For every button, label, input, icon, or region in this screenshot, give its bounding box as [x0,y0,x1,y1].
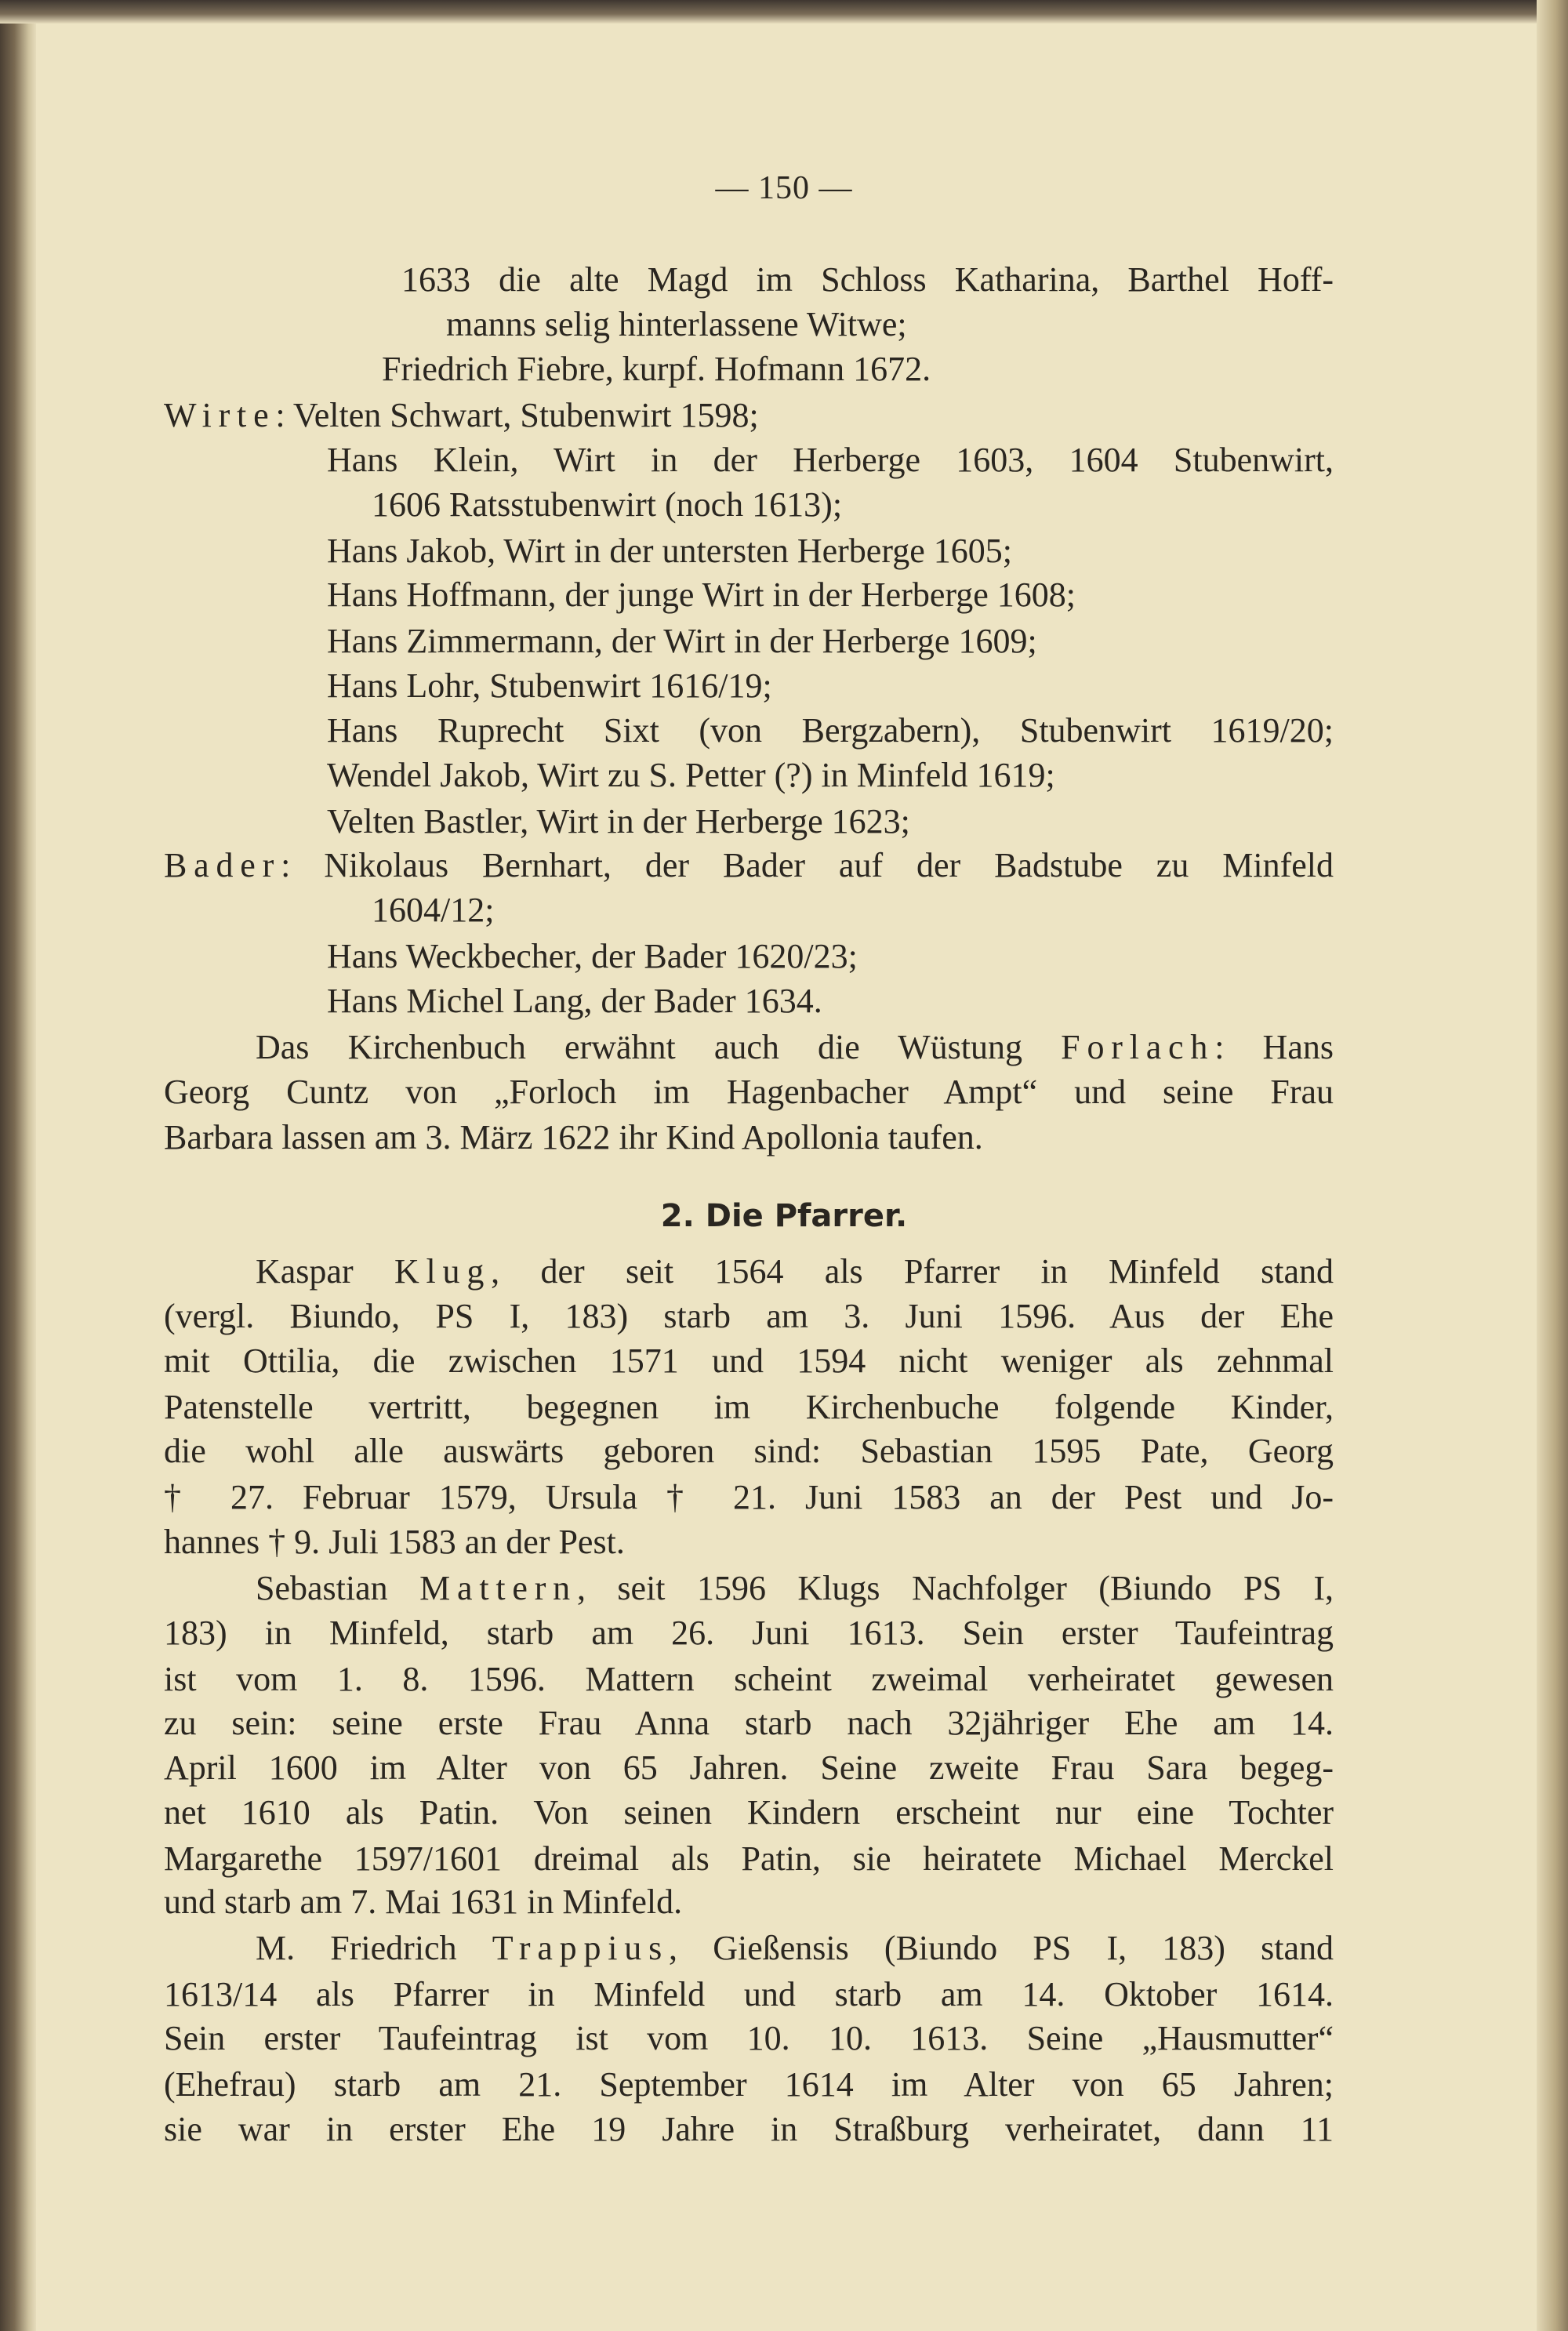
text-segment: Hans Zimmermann, der Wirt in der Herberge 1609; [327,622,1037,660]
text-segment: Georg Cuntz von „Forloch im Hagenbacher Ampt“ und seine Frau [164,1073,1334,1111]
text-segment: (vergl. Biundo, PS I, 183) starb am 3. Juni 1596. Aus der Ehe [164,1297,1334,1335]
text-segment: mit Ottilia, die zwischen 1571 und 1594 nicht weniger als zehnmal [164,1342,1334,1380]
text-line [256,1566,1334,1610]
text-segment: Hans Weckbecher, der Bader 1620/23; [327,937,858,975]
text-segment: 1604/12; [372,891,495,929]
text-line [256,1926,1334,1970]
text-segment: Margarethe 1597/1601 dreimal als Patin, sie heiratete Michael Merckel [164,1839,1334,1878]
text-line [164,1520,625,1564]
text-line [164,1879,682,1924]
text-segment: Sebastian [256,1569,420,1607]
text-segment: † 27. Februar 1579, Ursula † 21. Juni 1583 an der Pest und Jo- [164,1478,1334,1516]
text-line [164,1610,1334,1655]
text-line [164,2062,1334,2107]
text-segment: , der seit 1564 als Pfarrer in Minfeld stand [491,1252,1334,1291]
text-segment: Das Kirchenbuch erwähnt auch die Wüstung [256,1028,1062,1066]
page-right-edge [1537,0,1568,2331]
section-heading: 2. Die Pfarrer. [660,1198,908,1234]
text-line [164,1385,1334,1429]
text-segment: : Hans [1214,1028,1334,1066]
text-segment: M. Friedrich [256,1929,492,1967]
text-line [327,528,1012,573]
spaced-name: Trappius [492,1929,670,1967]
book-binding [0,0,36,2331]
text-segment: 1633 die alte Magd im Schloss Katharina, Barthel Hoff- [401,260,1334,299]
text-line [164,1069,1334,1114]
spaced-name: Bader [164,846,281,884]
text-line [164,1115,983,1160]
text-segment: (Ehefrau) starb am 21. September 1614 im Alter von 65 Jahren; [164,2065,1334,2104]
text-segment: , seit 1596 Klugs Nachfolger (Biundo PS I, [576,1569,1334,1607]
text-segment: sie war in erster Ehe 19 Jahre in Straßburg verheiratet, dann 11 [164,2110,1334,2148]
text-line [327,979,822,1023]
text-line [164,1972,1334,2017]
text-line [164,1338,1334,1383]
text-line [164,1294,1334,1338]
text-line [372,482,842,527]
text-segment: 1613/14 als Pfarrer in Minfeld und starb am 14. Oktober 1614. [164,1975,1334,2013]
text-segment: Barbara lassen am 3. März 1622 ihr Kind Apollonia taufen. [164,1118,983,1156]
text-line [327,799,910,844]
text-line [372,888,494,932]
text-line [164,1790,1334,1835]
text-segment: zu sein: seine erste Frau Anna starb nach 32jähriger Ehe am 14. [164,1704,1334,1742]
text-segment: Hans Lohr, Stubenwirt 1616/19; [327,666,772,705]
text-segment: , Gießensis (Biundo PS I, 183) stand [669,1929,1334,1967]
text-segment: Kaspar [256,1252,394,1291]
text-line [164,1836,1334,1881]
spaced-name: Klug [394,1252,492,1291]
text-segment: net 1610 als Patin. Von seinen Kindern erscheint nur eine Tochter [164,1793,1334,1832]
text-segment: 183) in Minfeld, starb am 26. Juni 1613. Sein erster Taufeintrag [164,1614,1334,1652]
text-segment: Hans Jakob, Wirt in der untersten Herberge 1605; [327,532,1012,570]
text-segment: Wendel Jakob, Wirt zu S. Petter (?) in Minfeld 1619; [327,756,1055,794]
text-line [327,572,1076,617]
text-segment: Hans Hoffmann, der junge Wirt in der Herberge 1608; [327,575,1076,614]
text-line [327,934,858,979]
text-segment: und starb am 7. Mai 1631 in Minfeld. [164,1883,683,1921]
text-line [327,438,1334,482]
text-line [164,393,759,438]
text-line [327,753,1055,797]
text-segment: Velten Bastler, Wirt in der Herberge 1623; [327,802,910,841]
text-line [164,1657,1334,1701]
page-top-edge [0,0,1568,24]
text-segment: Friedrich Fiebre, kurpf. Hofmann 1672. [382,350,931,388]
text-segment: : Velten Schwart, Stubenwirt 1598; [275,396,759,434]
text-line [256,1025,1334,1069]
text-segment: ist vom 1. 8. 1596. Mattern scheint zweimal verheiratet gewesen [164,1660,1334,1698]
text-line [164,1745,1334,1790]
text-line [164,1475,1334,1520]
text-line [256,1249,1334,1294]
text-segment: die wohl alle auswärts geboren sind: Sebastian 1595 Pate, Georg [164,1432,1334,1470]
text-line [164,843,1334,888]
text-segment: April 1600 im Alter von 65 Jahren. Seine zweite Frau Sara begeg- [164,1748,1334,1787]
text-segment: : Nikolaus Bernhart, der Bader auf der Badstube zu Minfeld [281,846,1334,884]
text-segment: 1606 Ratsstubenwirt (noch 1613); [372,485,843,524]
text-segment: manns selig hinterlassene Witwe; [446,305,907,343]
text-line [327,663,772,708]
page-number: — 150 — [715,170,853,206]
text-segment: Patenstelle vertritt, begegnen im Kirchenbuche folgende Kinder, [164,1388,1334,1426]
text-line [164,1701,1334,1745]
text-line [164,1429,1334,1473]
text-line [401,257,1334,302]
text-line [382,347,931,391]
text-segment: Hans Ruprecht Sixt (von Bergzabern), Stubenwirt 1619/20; [327,711,1334,750]
text-line [327,619,1037,663]
text-line [164,2107,1334,2151]
text-segment: Hans Klein, Wirt in der Herberge 1603, 1604 Stubenwirt, [327,441,1334,479]
spaced-name: Forlach [1061,1028,1215,1066]
text-line [446,302,907,347]
text-segment: hannes † 9. Juli 1583 an der Pest. [164,1523,625,1561]
spaced-name: Mattern [419,1569,577,1607]
text-line [327,708,1334,753]
text-segment: Sein erster Taufeintrag ist vom 10. 10. 1613. Seine „Hausmutter“ [164,2019,1334,2057]
text-segment: Hans Michel Lang, der Bader 1634. [327,982,822,1020]
spaced-name: Wirte [164,396,276,434]
text-line [164,2016,1334,2061]
